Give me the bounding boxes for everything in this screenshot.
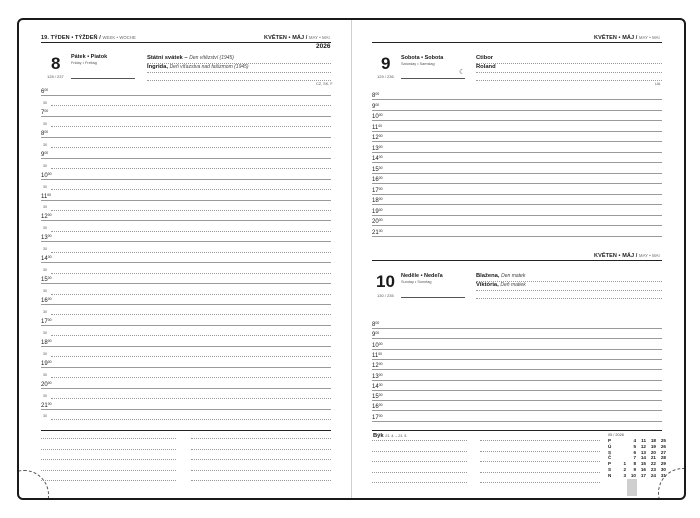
note-line bbox=[476, 298, 662, 299]
half-hour-line bbox=[51, 377, 331, 378]
hour-label: $14^{00}$ bbox=[372, 382, 383, 390]
note-1: Státní svátek – Den vítězství (1945) bbox=[147, 55, 234, 61]
hour-sup: 00 bbox=[378, 165, 383, 170]
calendar-day: 7 bbox=[633, 455, 636, 461]
calendar-day: 31 bbox=[660, 472, 666, 478]
week-header: 19. TÝDEN • TÝŽDEŇ / WEEK • WOCHE bbox=[41, 35, 136, 41]
hour-sup: 00 bbox=[378, 393, 383, 398]
hour-line bbox=[372, 120, 662, 121]
corner-note: CZ, SK, F bbox=[316, 82, 333, 86]
day-number: 10 bbox=[376, 272, 395, 291]
hour-label: $12^{00}$ bbox=[372, 362, 383, 370]
note-line bbox=[191, 459, 331, 460]
half-hour-label: 30 bbox=[43, 205, 47, 210]
calendar-day: 5 bbox=[633, 443, 636, 449]
note-line bbox=[476, 63, 662, 64]
calendar-weekday: P bbox=[608, 461, 612, 467]
half-hour-label: 30 bbox=[43, 163, 47, 168]
calendar-day: 12 bbox=[640, 443, 646, 449]
hour-line bbox=[41, 116, 331, 117]
hour-line bbox=[41, 241, 331, 242]
hour-sup: 00 bbox=[378, 113, 383, 117]
hour-sup: 00 bbox=[47, 213, 52, 218]
hour-sup: 00 bbox=[375, 102, 380, 107]
calendar-day: 22 bbox=[650, 461, 656, 467]
hour-sup: 00 bbox=[375, 92, 380, 96]
hour-label: $15^{00}$ bbox=[41, 276, 52, 284]
hour-line bbox=[41, 158, 331, 159]
hour-label: $14^{00}$ bbox=[41, 255, 52, 263]
bottom-rule bbox=[41, 430, 331, 431]
hour-line bbox=[41, 283, 331, 284]
calendar-day: 17 bbox=[640, 472, 646, 478]
hour-line bbox=[372, 110, 662, 111]
hour-label: $10^{00}$ bbox=[372, 341, 383, 349]
calendar-day: 27 bbox=[660, 449, 666, 455]
nameday-1: Ctibor bbox=[476, 55, 494, 61]
half-hour-line bbox=[51, 168, 331, 169]
half-hour-line bbox=[51, 189, 331, 190]
hour-line bbox=[41, 325, 331, 326]
nameday-2: Roland bbox=[476, 64, 496, 70]
hour-label: $8^{00}$ bbox=[41, 129, 49, 137]
day-underline bbox=[401, 78, 465, 79]
hour-label: $10^{00}$ bbox=[41, 171, 52, 179]
hour-line bbox=[41, 200, 331, 201]
hour-sup: 00 bbox=[378, 155, 383, 159]
bottom-rule bbox=[372, 430, 662, 431]
calendar-day: 21 bbox=[650, 455, 656, 461]
half-hour-line bbox=[51, 147, 331, 148]
hour-line bbox=[372, 131, 662, 132]
hour-line bbox=[41, 304, 331, 305]
hour-label: $9^{00}$ bbox=[372, 102, 380, 110]
note-line bbox=[41, 459, 176, 460]
hour-line bbox=[372, 215, 662, 216]
hour-sup: 00 bbox=[47, 276, 52, 281]
note-line bbox=[41, 438, 176, 439]
calendar-day: 2 bbox=[623, 467, 626, 472]
calendar-day: 24 bbox=[650, 472, 656, 478]
day-number: 9 bbox=[381, 54, 391, 73]
hour-sup: 00 bbox=[375, 321, 380, 325]
note-2: Ingrida, Deň víťazstva nad fašizmom (1945) bbox=[147, 64, 249, 70]
half-hour-label: 30 bbox=[43, 289, 47, 294]
half-hour-label: 30 bbox=[43, 121, 47, 126]
page-curl bbox=[17, 470, 49, 500]
half-hour-line bbox=[51, 210, 331, 211]
hour-label: $12^{00}$ bbox=[41, 213, 52, 221]
note-line bbox=[372, 461, 467, 462]
hour-line bbox=[372, 141, 662, 142]
hour-line bbox=[372, 338, 662, 339]
hour-sup: 00 bbox=[47, 171, 52, 176]
day-sub: Friday • Freitag bbox=[71, 61, 97, 65]
hour-label: $6^{00}$ bbox=[41, 88, 49, 95]
planner-spread bbox=[17, 18, 686, 500]
note-line bbox=[372, 440, 467, 441]
note-line bbox=[41, 480, 176, 481]
hour-label: $8^{00}$ bbox=[372, 92, 380, 99]
hour-sup: 00 bbox=[378, 403, 383, 408]
hour-label: $11^{00}$ bbox=[372, 123, 383, 131]
month-header-day2: KVĚTEN • MÁJ / MAY • MAI bbox=[594, 253, 660, 259]
hour-line bbox=[372, 183, 662, 184]
hour-sup: 00 bbox=[378, 341, 383, 346]
header-rule bbox=[41, 42, 331, 43]
hour-sup: 00 bbox=[378, 362, 383, 367]
hour-label: $17^{00}$ bbox=[372, 413, 383, 421]
hour-sup: 00 bbox=[378, 372, 383, 377]
hour-line bbox=[372, 173, 662, 174]
month-header-right: KVĚTEN • MÁJ / MAY • MAI bbox=[594, 35, 660, 41]
note-line bbox=[476, 281, 662, 282]
hour-line bbox=[372, 410, 662, 411]
hour-label: $20^{00}$ bbox=[372, 218, 383, 225]
half-hour-label: 30 bbox=[43, 100, 47, 105]
calendar-day: 14 bbox=[640, 455, 646, 461]
half-hour-label: 30 bbox=[43, 268, 47, 273]
half-hour-label: 30 bbox=[43, 309, 47, 314]
hour-label: $16^{00}$ bbox=[41, 297, 52, 304]
half-hour-label: 30 bbox=[43, 247, 47, 252]
hour-label: $10^{00}$ bbox=[372, 113, 383, 120]
hour-sup: 00 bbox=[378, 134, 383, 138]
hour-label: $9^{00}$ bbox=[41, 150, 49, 158]
hour-line bbox=[372, 328, 662, 329]
year-label: 2026 bbox=[316, 43, 331, 50]
day-underline bbox=[71, 78, 135, 79]
calendar-weekday: P bbox=[608, 438, 612, 443]
hour-label: $11^{00}$ bbox=[41, 192, 52, 200]
calendar-day: 15 bbox=[640, 461, 646, 467]
calendar-day: 3 bbox=[623, 472, 626, 478]
calendar-title: 05 / 2026 bbox=[608, 433, 624, 437]
hour-label: $17^{00}$ bbox=[41, 317, 52, 325]
hour-line bbox=[41, 388, 331, 389]
hour-line bbox=[41, 367, 331, 368]
header-rule bbox=[372, 42, 662, 43]
half-hour-line bbox=[51, 273, 331, 274]
hour-label: $13^{00}$ bbox=[41, 234, 52, 242]
note-line bbox=[191, 438, 331, 439]
calendar-day: 4 bbox=[633, 438, 636, 443]
hour-label: $18^{00}$ bbox=[41, 338, 52, 346]
hour-label: $15^{00}$ bbox=[372, 393, 383, 401]
half-hour-line bbox=[51, 105, 331, 106]
hour-label: $12^{00}$ bbox=[372, 134, 383, 141]
day-index: 128 / 237 bbox=[47, 74, 64, 79]
zodiac-label: Býk 21. 4. – 21. 5. bbox=[373, 433, 408, 439]
hour-sup: 00 bbox=[44, 129, 49, 134]
hour-line bbox=[372, 194, 662, 195]
note-line bbox=[480, 440, 600, 441]
calendar-day: 13 bbox=[640, 449, 646, 455]
half-hour-line bbox=[51, 398, 331, 399]
calendar-day: 6 bbox=[633, 449, 636, 455]
hour-sup: 00 bbox=[378, 144, 383, 149]
hour-line bbox=[41, 220, 331, 221]
hour-line bbox=[372, 152, 662, 153]
hour-label: $21^{00}$ bbox=[372, 228, 383, 236]
hour-sup: 00 bbox=[44, 108, 49, 113]
day-name: Pátek • Piatok bbox=[71, 54, 108, 60]
calendar-day: 30 bbox=[660, 467, 666, 472]
half-hour-line bbox=[51, 231, 331, 232]
hour-label: $7^{00}$ bbox=[41, 108, 49, 116]
hour-label: $20^{00}$ bbox=[41, 380, 52, 388]
half-hour-line bbox=[51, 294, 331, 295]
hour-label: $19^{00}$ bbox=[372, 207, 383, 215]
hour-line bbox=[372, 162, 662, 163]
note-line bbox=[147, 63, 331, 64]
hour-sup: 00 bbox=[378, 382, 383, 387]
hour-line bbox=[41, 179, 331, 180]
calendar-day: 10 bbox=[630, 472, 636, 478]
hour-line bbox=[372, 380, 662, 381]
calendar-highlight bbox=[627, 479, 637, 496]
half-hour-line bbox=[51, 314, 331, 315]
half-hour-line bbox=[51, 126, 331, 127]
hour-label: $18^{00}$ bbox=[372, 197, 383, 204]
note-line bbox=[480, 451, 600, 452]
note-line bbox=[480, 482, 600, 483]
hour-label: $9^{00}$ bbox=[372, 331, 380, 339]
hour-line bbox=[41, 346, 331, 347]
note-line bbox=[41, 470, 176, 471]
calendar-weekday: Ú bbox=[608, 443, 612, 449]
hour-line bbox=[41, 409, 331, 410]
moon-phase-icon: ☾ bbox=[459, 69, 466, 76]
note-line bbox=[476, 72, 662, 73]
hour-label: $8^{00}$ bbox=[372, 321, 380, 328]
right-page bbox=[352, 20, 684, 498]
hour-sup: 00 bbox=[47, 234, 52, 239]
left-page bbox=[19, 20, 352, 498]
calendar-weekday: Č bbox=[608, 455, 612, 461]
hour-sup: 00 bbox=[47, 317, 52, 322]
calendar-day: 8 bbox=[633, 461, 636, 467]
hour-line bbox=[372, 421, 662, 422]
hour-label: $13^{00}$ bbox=[372, 144, 383, 152]
note-line bbox=[372, 472, 467, 473]
day-name: Neděle • Nedeľa bbox=[401, 273, 443, 279]
calendar-day: 18 bbox=[650, 438, 656, 443]
half-hour-label: 30 bbox=[43, 142, 47, 147]
hour-line bbox=[372, 390, 662, 391]
calendar-day: 29 bbox=[660, 461, 666, 467]
hour-sup: 00 bbox=[47, 380, 52, 385]
calendar-weekday: S bbox=[608, 449, 612, 455]
hour-sup: 00 bbox=[378, 228, 383, 233]
hour-line bbox=[372, 204, 662, 205]
hour-sup: 00 bbox=[47, 255, 52, 260]
note-line bbox=[372, 482, 467, 483]
note-line bbox=[191, 449, 331, 450]
hour-line bbox=[372, 225, 662, 226]
day2-rule bbox=[372, 260, 662, 261]
calendar-day: 26 bbox=[660, 443, 666, 449]
half-hour-line bbox=[51, 252, 331, 253]
hour-sup: 00 bbox=[378, 123, 383, 128]
hour-label: $16^{00}$ bbox=[372, 176, 383, 183]
mini-calendar bbox=[608, 433, 670, 485]
hour-sup: 00 bbox=[47, 338, 52, 343]
note-line bbox=[147, 72, 331, 73]
hour-line bbox=[372, 359, 662, 360]
calendar-day: 16 bbox=[640, 467, 646, 472]
day-underline bbox=[401, 297, 465, 298]
hour-line bbox=[372, 349, 662, 350]
half-hour-label: 30 bbox=[43, 372, 47, 377]
hour-line bbox=[372, 369, 662, 370]
note-line bbox=[191, 470, 331, 471]
hour-sup: 00 bbox=[378, 197, 383, 201]
hour-label: $13^{00}$ bbox=[372, 372, 383, 380]
hour-sup: 00 bbox=[47, 192, 52, 197]
half-hour-line bbox=[51, 356, 331, 357]
note-2: Viktória, Deň matiek bbox=[476, 282, 526, 288]
half-hour-label: 30 bbox=[43, 226, 47, 231]
hour-label: $14^{00}$ bbox=[372, 155, 383, 162]
hour-label: $11^{00}$ bbox=[372, 351, 383, 359]
hour-sup: 00 bbox=[378, 176, 383, 180]
corner-note: UA bbox=[655, 82, 661, 86]
calendar-day: 23 bbox=[650, 467, 656, 472]
hour-sup: 00 bbox=[47, 297, 52, 301]
note-line bbox=[41, 449, 176, 450]
hour-line bbox=[41, 262, 331, 263]
half-hour-label: 30 bbox=[43, 330, 47, 335]
hour-label: $17^{00}$ bbox=[372, 186, 383, 194]
calendar-day: 25 bbox=[660, 438, 666, 443]
half-hour-line bbox=[51, 419, 331, 420]
calendar-day: 20 bbox=[650, 449, 656, 455]
hour-sup: 00 bbox=[44, 88, 49, 92]
note-line bbox=[476, 80, 662, 81]
hour-line bbox=[372, 99, 662, 100]
hour-sup: 00 bbox=[47, 359, 52, 364]
day-sub: Sunday • Sonntag bbox=[401, 280, 432, 284]
hour-label: $19^{00}$ bbox=[41, 359, 52, 367]
hour-sup: 00 bbox=[378, 186, 383, 191]
day-index: 130 / 235 bbox=[377, 293, 394, 298]
calendar-weekday: N bbox=[608, 472, 612, 478]
hour-sup: 00 bbox=[47, 401, 52, 406]
half-hour-line bbox=[51, 335, 331, 336]
half-hour-label: 30 bbox=[43, 414, 47, 419]
note-line bbox=[480, 472, 600, 473]
hour-sup: 00 bbox=[375, 331, 380, 336]
hour-sup: 00 bbox=[378, 351, 383, 356]
half-hour-label: 30 bbox=[43, 393, 47, 398]
calendar-day: 1 bbox=[623, 461, 626, 467]
calendar-day: 28 bbox=[660, 455, 666, 461]
hour-line bbox=[41, 137, 331, 138]
day-number: 8 bbox=[51, 54, 61, 73]
hour-label: $21^{00}$ bbox=[41, 401, 52, 409]
half-hour-label: 30 bbox=[43, 351, 47, 356]
hour-label: $16^{00}$ bbox=[372, 403, 383, 411]
hour-line bbox=[372, 236, 662, 237]
calendar-day: 19 bbox=[650, 443, 656, 449]
calendar-day: 11 bbox=[641, 438, 646, 443]
month-header-left: KVĚTEN • MÁJ / MAY • MAI bbox=[264, 35, 330, 41]
note-1: Blažena, Den matek bbox=[476, 273, 526, 279]
note-line bbox=[372, 451, 467, 452]
hour-label: $15^{00}$ bbox=[372, 165, 383, 173]
note-line bbox=[191, 480, 331, 481]
hour-sup: 00 bbox=[44, 150, 49, 155]
half-hour-label: 30 bbox=[43, 184, 47, 189]
note-line bbox=[480, 461, 600, 462]
hour-sup: 00 bbox=[378, 207, 383, 212]
day-sub: Saturday • Samstag bbox=[401, 62, 435, 66]
day-name: Sobota • Sobota bbox=[401, 55, 444, 61]
note-line bbox=[476, 290, 662, 291]
day-index: 129 / 236 bbox=[377, 74, 394, 79]
calendar-day: 9 bbox=[633, 467, 636, 472]
hour-line bbox=[372, 400, 662, 401]
hour-line bbox=[41, 95, 331, 96]
hour-sup: 00 bbox=[378, 413, 383, 418]
calendar-weekday: S bbox=[608, 467, 612, 472]
hour-sup: 00 bbox=[378, 218, 383, 222]
note-line bbox=[147, 80, 331, 81]
